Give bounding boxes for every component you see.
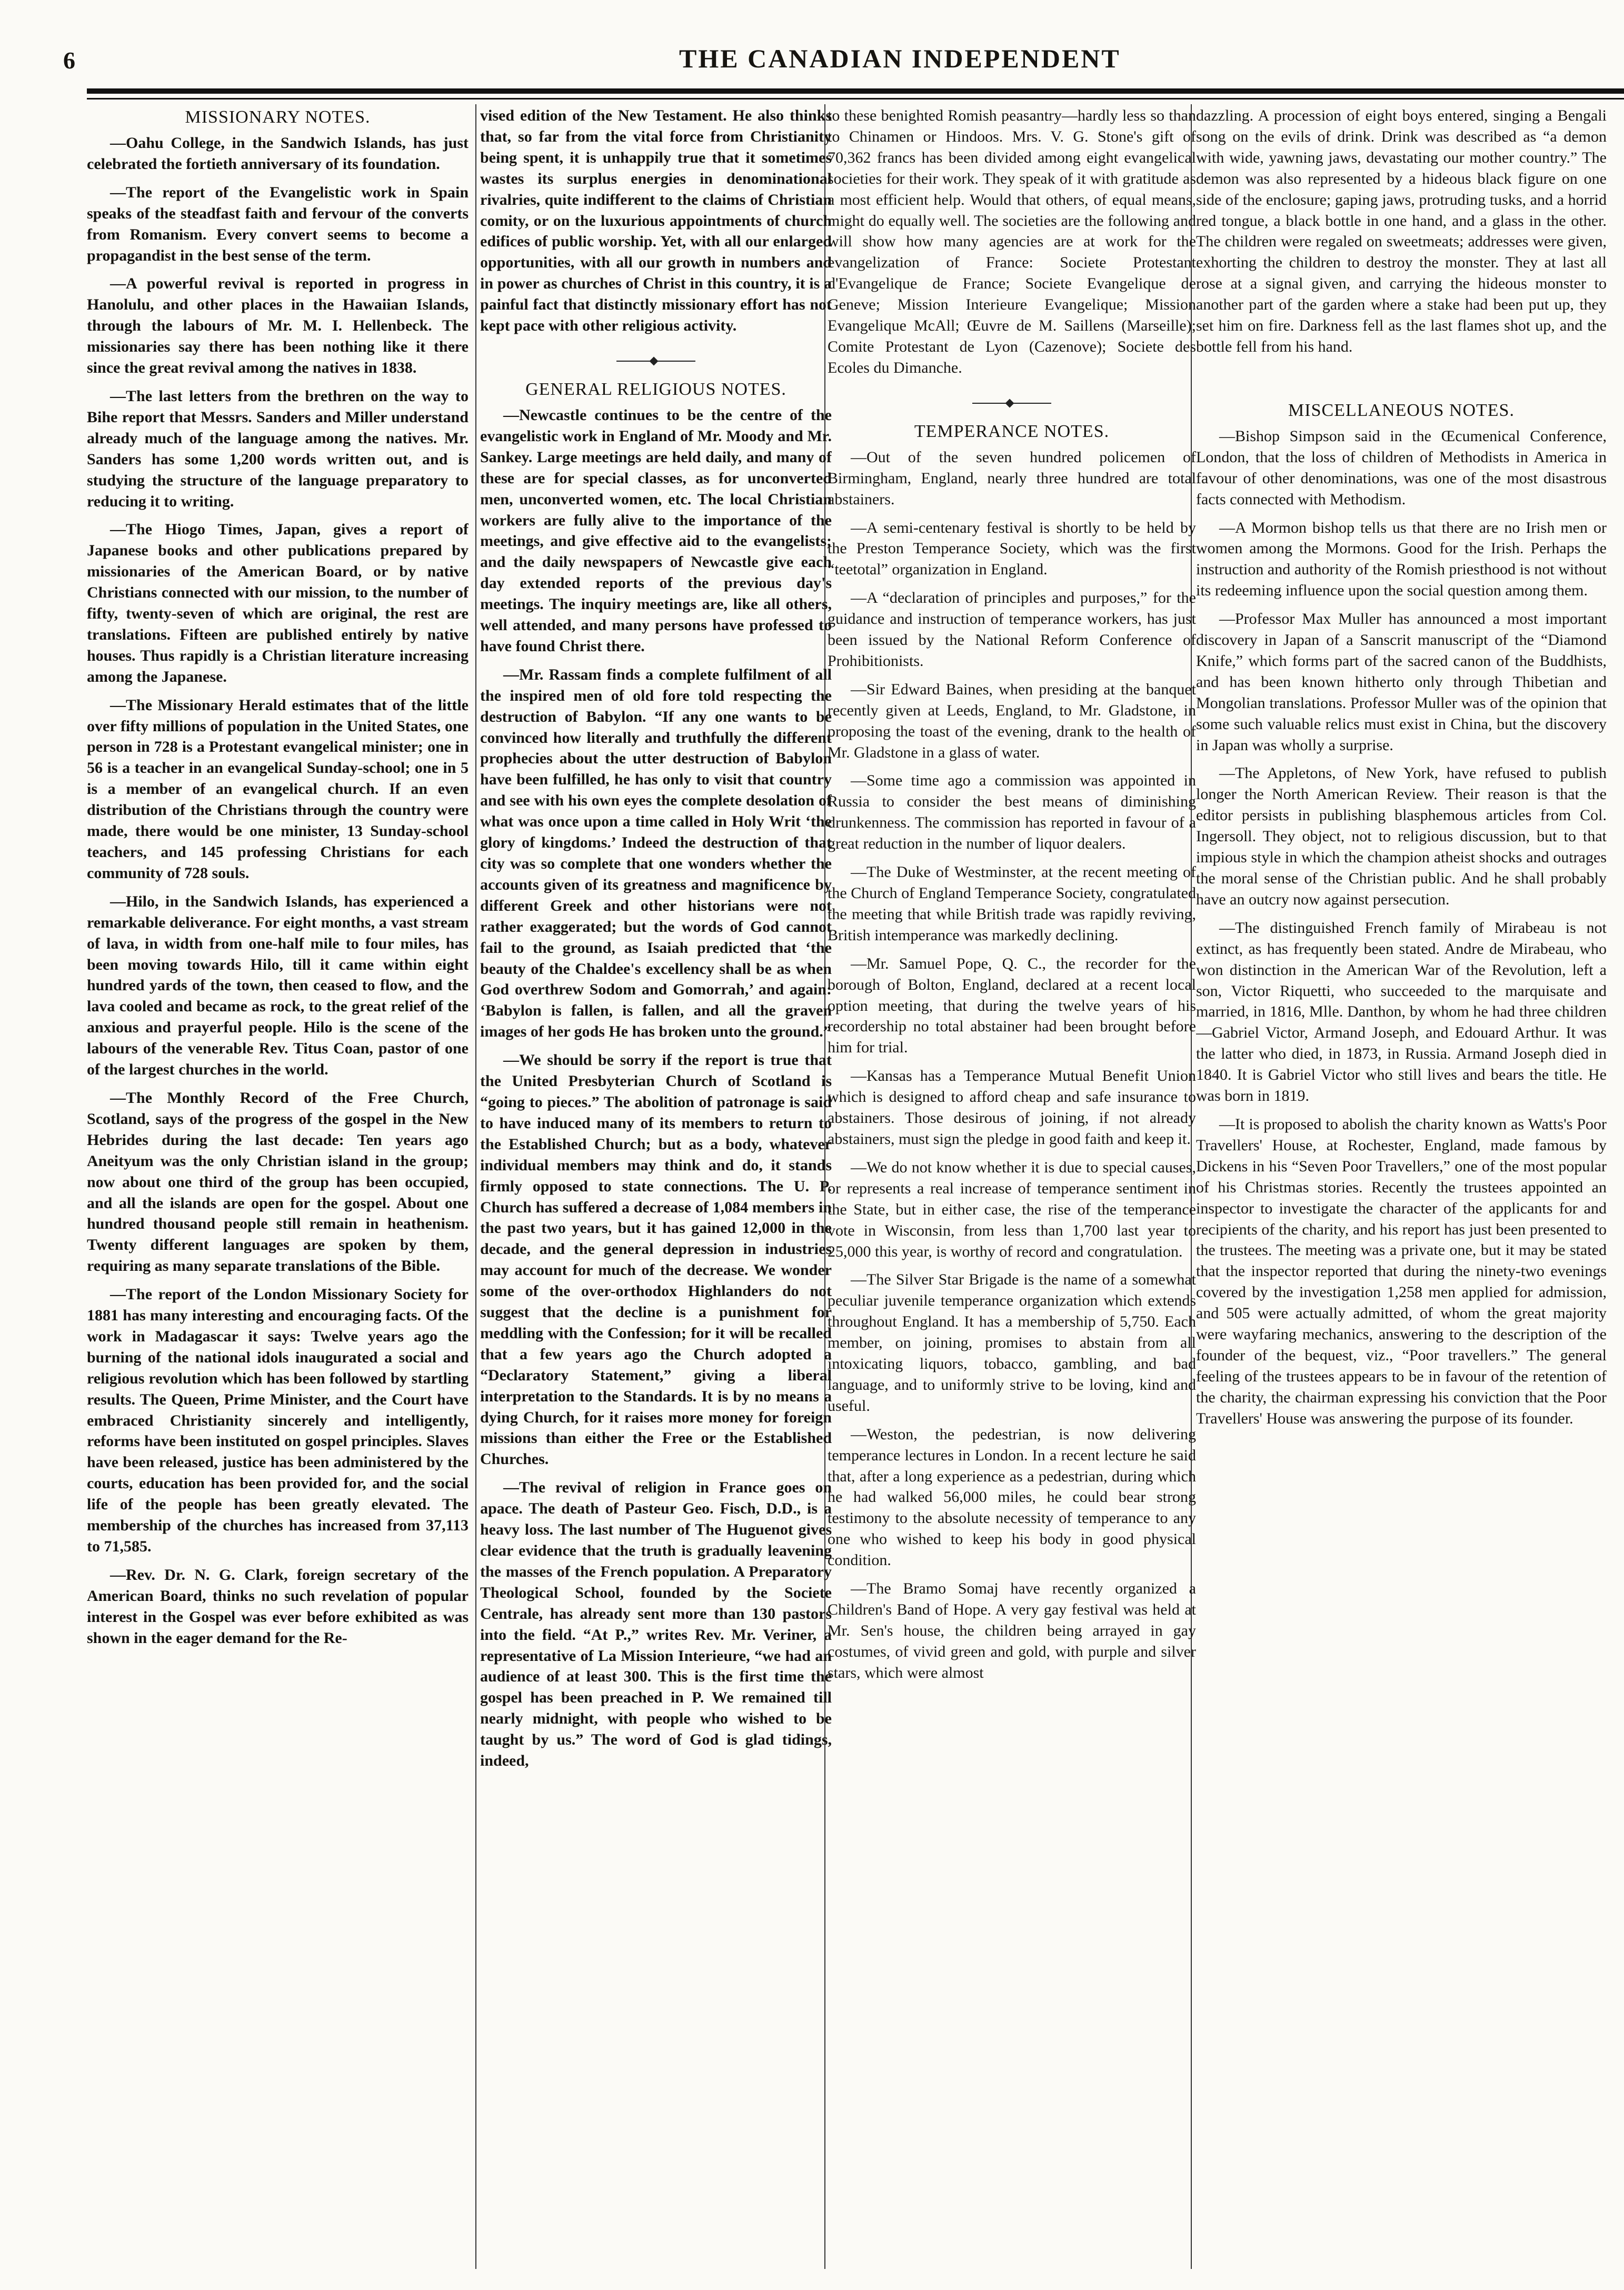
article-paragraph: —Weston, the pedestrian, is now delivering temperance lectures in London. In a recent lecture he said that, after a long experience as a pedestrian, during which he had walked 56,000 miles, he could bear strong testimony to the absolute necessity of temperance to any one who wished to keep his body in good physical condition. [828, 1425, 1196, 1569]
article-paragraph: —Out of the seven hundred policemen of Birmingham, England, nearly three hundred are total abstainers. [828, 448, 1196, 508]
article-paragraph: —A Mormon bishop tells us that there are no Irish men or women among the Mormons. Good for the Irish. Perhaps the instruction and authority of the Romish priesthood is not without its redeeming influence upon the social question among them. [1196, 519, 1607, 600]
article-paragraph: —The Monthly Record of the Free Church, Scotland, says of the progress of the gospel in the New Hebrides during the last decade: Ten years ago Aneityum was the only Christian island in the group; now about one third of the group has been occupied, and all the islands are open for the gospel. About one hundred thousand people still remain in heathenism. Twenty different languages are spoken by them, requiring as many separate translations of the Bible. [87, 1089, 469, 1275]
article-paragraph: —The report of the London Missionary Society for 1881 has many interesting and encouraging facts. Of the work in Madagascar it says: Twelve years ago the burning of the national idols inaugurated a social and religious revolution which has been followed by startling results. The Queen, Prime Minister, and the Court have embraced Christianity sincerely and intelligently, reforms have been instituted on gospel principles. Slaves have been released, justice has been administered by the courts, education has been provided for, and the social life of the people has been greatly elevated. The membership of the churches has increased from 37,113 to 71,585. [87, 1286, 469, 1555]
article-paragraph: —The Bramo Somaj have recently organized a Children's Band of Hope. A very gay festival was held at Mr. Sen's house, the children being arrayed in gay costumes, of vivid green and gold, with purple and silver stars, which were almost [828, 1580, 1196, 1681]
continued-paragraph: to these benighted Romish peasantry—hardly less so than to Chinamen or Hindoos. Mrs. V. G. Stone's gift of 70,362 francs has been divided among eight evangelical societies for their work. They speak of it with gratitude as a most efficient help. Would that others, of equal means, might do equally well. The societies are the following and will show how many agencies are at work for the evangelization of France: Societe Protestant d'Evangelique de France; Societe Evangelique de Geneve; Mission Interieure Evangelique; Mission Evangelique McAll; Œuvre de M. Saillens (Marseille); Comite Protestant de Lyon (Cazenove); Societe des Ecoles du Dimanche. [828, 107, 1196, 376]
article-paragraph: —Kansas has a Temperance Mutual Benefit Union which is designed to afford cheap and safe insurance to abstainers. Those desirous of joining, if not already abstainers, must sign the pledge in good faith and keep it. [828, 1067, 1196, 1148]
section-heading-missionary-notes: MISSIONARY NOTES. [185, 107, 371, 127]
article-paragraph: —The revival of religion in France goes on apace. The death of Pasteur Geo. Fisch, D.D., is a heavy loss. The last number of The Huguenot gives clear evidence that the truth is gradually leavening the masses of the French population. A Preparatory Theological School, founded by the Societe Centrale, has already sent more than 130 pastors into the field. “At P.,” writes Rev. Mr. Veriner, a representative of La Mission Interieure, “we had an audience of at least 300. This is the first time the gospel has been preached in P. We remained till nearly midnight, with people who wished to be taught by us.” The word of God is glad tidings, indeed, [480, 1479, 832, 1770]
article-paragraph: —Rev. Dr. N. G. Clark, foreign secretary of the American Board, thinks no such revelation of popular interest in the Gospel was ever before exhibited as was shown in the eager demand for the Re- [87, 1566, 469, 1647]
article-paragraph: —Mr. Samuel Pope, Q. C., the recorder for the borough of Bolton, England, declared at a recent local option meeting, that during the twelve years of his recordership no total abstainer had been brought before him for trial. [828, 954, 1196, 1057]
article-paragraph: —The Appletons, of New York, have refused to publish longer the North American Review. Their reason is that the editor persists in publishing blasphemous articles from Col. Ingersoll. They object, not to religious discussion, but to that impious style in which the champion atheist shocks and outrages the moral sense of the Christian public. And he shall probably have an outcry now against persecution. [1196, 764, 1607, 908]
article-paragraph: —A semi-centenary festival is shortly to be held by the Preston Temperance Society, which was the first “teetotal” organization in England. [828, 519, 1196, 579]
article-paragraph: —Newcastle continues to be the centre of the evangelistic work in England of Mr. Moody and Mr. Sankey. Large meetings are held daily, and many of these are for special classes, as for unconverted men, unconverted women, etc. The local Christian workers are fully alive to the importance of the meetings, and give effective aid to the evangelists; and the daily newspapers of Newcastle give each day extended reports of the previous day's meetings. The inquiry meetings are, like all others, well attended, and many persons have professed to have found Christ there. [480, 406, 832, 655]
article-paragraph: —A “declaration of principles and purposes,” for the guidance and instruction of temperance workers, has just been issued by the National Reform Conference of Prohibitionists. [828, 589, 1196, 670]
section-heading-general-religious-notes: GENERAL RELIGIOUS NOTES. [525, 379, 786, 399]
article-paragraph: —Hilo, in the Sandwich Islands, has experienced a remarkable deliverance. For eight months, a vast stream of lava, in width from one-half mile to four miles, has been moving towards Hilo, till it came within eight hundred yards of the town, then ceased to flow, and the lava cooled and became as rock, to the great relief of the anxious and prayerful people. Hilo is the scene of the labours of the venerable Rev. Titus Coan, pastor of one of the largest churches in the world. [87, 892, 469, 1079]
section-divider-ornament [972, 400, 1051, 407]
article-paragraph: —The Missionary Herald estimates that of the little over fifty millions of population in the United States, one person in 728 is a Protestant evangelical minister; one in 56 is a teacher in an evangelical Sunday-school; one in 5 is a member of an evangelical church. If an even distribution of the Christians through the country were made, there would be one minister, 13 Sunday-school teachers, and 145 professing Christians for each community of 728 souls. [87, 696, 469, 882]
header-rule-thin [87, 98, 1624, 99]
article-paragraph: —The distinguished French family of Mirabeau is not extinct, as has frequently been stated. Andre de Mirabeau, who won distinction in the American War of the Revolution, left a son, Victor Riquetti, who succeeded to the marquisate and married, in 1816, Mlle. Danthon, by whom he had three children—Gabriel Victor, Armand Joseph, and Edouard Arthur. It was the latter who died, in 1873, in Russia. Armand Joseph died in 1840. It is Gabriel Victor who still lives and bears the title. He was born in 1819. [1196, 919, 1607, 1105]
column-missionary-notes [87, 105, 469, 2269]
column-temperance-notes [828, 105, 1196, 2269]
column-separator [475, 104, 476, 2269]
section-heading-temperance-notes: TEMPERANCE NOTES. [914, 421, 1110, 441]
section-heading-miscellaneous-notes: MISCELLANEOUS NOTES. [1288, 400, 1515, 420]
article-paragraph: —Some time ago a commission was appointed in Russia to consider the best means of diminishing drunkenness. The commission has reported in favour of a great reduction in the number of liquor dealers. [828, 772, 1196, 853]
continued-paragraph: dazzling. A procession of eight boys entered, singing a Bengali song on the evils of drink. Drink was described as “a demon with wide, yawning jaws, devastating our mother country.” The demon was also represented by a hideous black figure on one side of the enclosure; gaping jaws, protruding tusks, and a horrid red tongue, a black bottle in one hand, and a glass in the other. The children were regaled on sweetmeats; addresses were given, exhorting the children to destroy the monster. They at last all rose at a signal given, and carrying the hideous monster to another part of the garden where a stake had been put up, they set him on fire. Darkness fell as the last flames shot up, and the bottle fell from his hand. [1196, 107, 1607, 355]
header-rule [87, 88, 1624, 94]
article-paragraph: —The Hiogo Times, Japan, gives a report of Japanese books and other publications prepared by missionaries of the American Board, or by native Christians connected with our mission, to the number of fifty, twenty-seven of which are original, the rest are translations. Fifteen are published entirely by native houses. Thus rapidly is a Christian literature increasing among the Japanese. [87, 521, 469, 685]
article-paragraph: —Bishop Simpson said in the Œcumenical Conference, London, that the loss of children of Methodists in America in favour of other denominations, was one of the most disastrous facts connected with Methodism. [1196, 427, 1607, 508]
article-paragraph: —Oahu College, in the Sandwich Islands, has just celebrated the fortieth anniversary of its foundation. [87, 134, 469, 173]
article-paragraph: —The Duke of Westminster, at the recent meeting of the Church of England Temperance Society, congratulated the meeting that while British trade was rapidly reviving, British intemperance was markedly declining. [828, 863, 1196, 944]
page-number: 6 [63, 47, 75, 74]
article-paragraph: —The last letters from the brethren on the way to Bihe report that Messrs. Sanders and Miller understand already much of the language among the natives. Mr. Sanders has some 1,200 words written out, and is studying the structure of the language preparatory to reducing it to writing. [87, 387, 469, 510]
continued-paragraph: vised edition of the New Testament. He also thinks that, so far from the vital force from Christianity being spent, it is unhappily true that it sometimes wastes its surplus energies in denominational rivalries, quite indifferent to the claims of Christian comity, or on the luxurious appointments of church edifices of public worship. Yet, with all our enlarged opportunities, with all our growth in numbers and in power as churches of Christ in this country, it is a painful fact that distinctly missionary effort has not kept pace with other religious activity. [480, 107, 832, 335]
article-paragraph: —Mr. Rassam finds a complete fulfilment of all the inspired men of old fore told respecting the destruction of Babylon. “If any one wants to be convinced how literally and truthfully the different prophecies about the utter destruction of Babylon have been fulfilled, he has only to visit that country and see with his own eyes the complete desolation of what was once upon a time called in Holy Writ ‘the glory of kingdoms.’ Indeed the destruction of that city was so complete that one wonders whether the accounts given of its greatness and magnificence by different Greek and other historians were not rather exaggerated; but the words of God cannot fail to the ground, as Isaiah predicted that ‘the beauty of the Chaldee's excellency shall be as when God overthrew Sodom and Gomorrah,’ and again: ‘Babylon is fallen, is fallen, and all the graven images of her gods He has broken unto the ground.” [480, 665, 832, 1041]
article-paragraph: —We should be sorry if the report is true that the United Presbyterian Church of Scotland is “going to pieces.” The abolition of patronage is said to have induced many of its members to return to the Established Church; but as a body, whatever individual members may think and do, it stands firmly opposed to state connections. The U. P. Church has suffered a decrease of 1,084 members in the past two years, but it has gained 12,000 in the decade, and the general depression in industries may account for much of the decrease. We wonder some of the over-orthodox Highlanders do not suggest that the decline is a punishment for meddling with the Confession; for it will be recalled that a few years ago the Church adopted a “Declaratory Statement,” giving a liberal interpretation to the Standards. It is by no means a dying Church, for it raises more money for foreign missions than either the Free or the Established Churches. [480, 1051, 832, 1468]
article-paragraph: —A powerful revival is reported in progress in Hanolulu, and other places in the Hawaiian Islands, through the labours of Mr. M. I. Hellenbeck. The missionaries say there has been nothing like it there since the great revival among the natives in 1838. [87, 275, 469, 377]
article-paragraph: —The report of the Evangelistic work in Spain speaks of the steadfast faith and fervour of the converts from Romanism. Every convert seems to become a propagandist in the best sense of the term. [87, 183, 469, 264]
article-paragraph: —It is proposed to abolish the charity known as Watts's Poor Travellers' House, at Rochester, England, made famous by Dickens in his “Seven Poor Travellers,” one of the most popular of his Christmas stories. Recently the trustees appointed an inspector to investigate the character of the applicants for and recipients of the charity, and his report has just been presented to the trustees. The meeting was a private one, but it may be stated that the inspector reported that during the ninety-two evenings covered by the investigation 1,258 men applied for admission, and 505 were actually admitted, of whom the great majority were wayfaring mechanics, answering to the description of the founder of the bequest, viz., “Poor travellers.” The general feeling of the trustees appears to be in favour of the retention of the charity, the chairman expressing his conviction that the Poor Travellers' House was answering the purpose of its founder. [1196, 1115, 1607, 1427]
article-paragraph: —Sir Edward Baines, when presiding at the banquet recently given at Leeds, England, to Mr. Gladstone, in proposing the toast of the evening, drank to the health of Mr. Gladstone in a glass of water. [828, 680, 1196, 761]
column-general-religious-notes [480, 105, 832, 2269]
masthead-title: THE CANADIAN INDEPENDENT [679, 44, 1121, 73]
article-paragraph: —The Silver Star Brigade is the name of a somewhat peculiar juvenile temperance organization which extends throughout England. It has a membership of 5,750. Each member, on joining, promises to abstain from all intoxicating liquors, tobacco, gambling, and bad language, and to uniformly strive to be loving, kind and useful. [828, 1271, 1196, 1415]
column-miscellaneous-notes [1196, 105, 1607, 2269]
article-paragraph: —Professor Max Muller has announced a most important discovery in Japan of a Sanscrit manuscript of the “Diamond Knife,” which forms part of the sacred canon of the Buddhists, and has been known hitherto only through Thibetian and Mongolian translations. Professor Muller was of the opinion that some such valuable relics must exist in China, but the discovery in Japan was wholly a surprise. [1196, 610, 1607, 754]
section-divider-ornament [616, 357, 695, 365]
article-paragraph: —We do not know whether it is due to special causes, or represents a real increase of temperance sentiment in the State, but in either case, the rise of the temperance vote in Wisconsin, from less than 1,700 last year to 25,000 this year, is worthy of record and congratulation. [828, 1158, 1196, 1260]
